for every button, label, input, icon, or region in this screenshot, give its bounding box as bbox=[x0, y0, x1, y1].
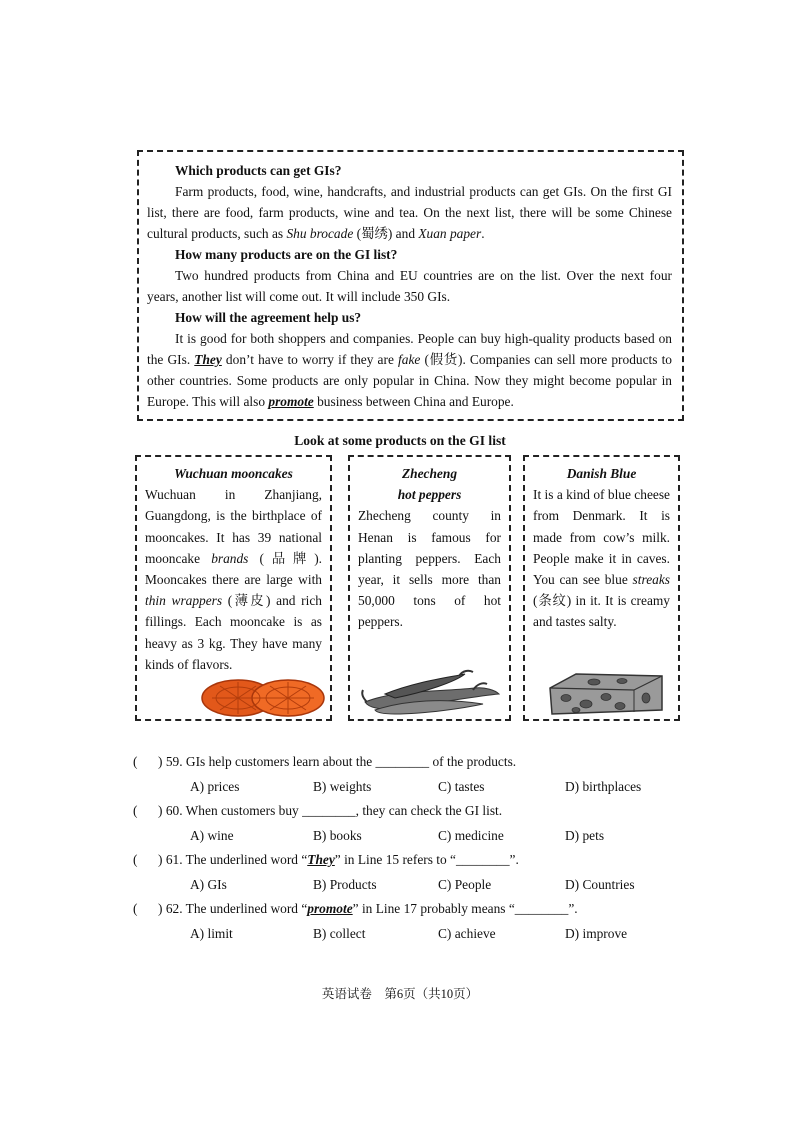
questions-section bbox=[133, 750, 693, 946]
options-61 bbox=[133, 873, 693, 898]
question-stem-b: ” in Line 17 probably means “________”. bbox=[352, 901, 578, 916]
option-b: B) Products bbox=[313, 876, 377, 892]
underlined-word-they: They bbox=[194, 352, 222, 367]
term-xuan-paper: Xuan paper bbox=[418, 226, 482, 241]
option-a: A) prices bbox=[190, 778, 240, 794]
card-title-line-2: hot peppers bbox=[397, 487, 462, 503]
card-text-b: (品牌). Mooncakes there are large with bbox=[145, 550, 323, 588]
option-b: B) books bbox=[313, 827, 362, 843]
option-d: D) Countries bbox=[565, 876, 635, 892]
answer-blank-close: ) bbox=[158, 754, 163, 769]
question-stem: 59. GIs help customers learn about the ________ of the products. bbox=[165, 754, 517, 769]
option-b: B) weights bbox=[313, 778, 372, 794]
paragraph-2: Two hundred products from China and EU countries are on the list. Over the next four years, another list will come out. It will include 350 GIs. bbox=[147, 268, 672, 304]
option-c: C) tastes bbox=[438, 778, 485, 794]
question-text bbox=[158, 848, 519, 873]
card-text-b: (条纹) in it. It is creamy and tastes salty. bbox=[533, 593, 670, 630]
term-brands: brands bbox=[211, 550, 249, 566]
paragraph-1-text-a: Farm products, food, wine, handcrafts, and industrial products can get GIs. On the first GI list, there are food, farm products, wine and tea. On the next list, there will be some Chinese cultural products, such as bbox=[147, 184, 672, 241]
answer-blank-open: ( bbox=[133, 803, 138, 818]
underlined-word-promote: promote bbox=[268, 394, 314, 409]
underlined-word: promote bbox=[307, 901, 353, 916]
card-text-c: (薄皮) and rich fillings. Each mooncake is as heavy as 3 kg. They have many kinds of flavors. bbox=[145, 593, 322, 672]
card-text bbox=[533, 484, 670, 632]
option-d: D) birthplaces bbox=[565, 778, 642, 794]
term-streaks: streaks bbox=[632, 572, 670, 588]
question-59 bbox=[133, 750, 693, 775]
paragraph-3 bbox=[147, 328, 672, 412]
page-footer: 英语试卷 第6页（共10页） bbox=[321, 987, 479, 1001]
question-heading-3: How will the agreement help us? bbox=[175, 310, 362, 325]
question-60 bbox=[133, 799, 693, 824]
option-a: A) wine bbox=[190, 827, 234, 843]
question-heading-2: How many products are on the GI list? bbox=[175, 247, 398, 262]
option-c: C) achieve bbox=[438, 925, 496, 941]
card-title: Danish Blue bbox=[566, 466, 637, 481]
option-d: D) improve bbox=[565, 925, 628, 941]
question-text bbox=[158, 799, 502, 824]
options-62 bbox=[133, 922, 693, 947]
option-d: D) pets bbox=[565, 827, 605, 843]
paragraph-1 bbox=[147, 181, 672, 244]
term-shu-brocade: Shu brocade bbox=[286, 226, 354, 241]
card-text bbox=[145, 484, 322, 675]
card-title-line-1: Zhecheng bbox=[401, 466, 458, 481]
question-62 bbox=[133, 897, 693, 922]
paragraph-1-text-b: (蜀绣) and bbox=[353, 226, 419, 241]
question-heading-1: Which products can get GIs? bbox=[175, 163, 342, 178]
card-title: Wuchuan mooncakes bbox=[174, 466, 293, 481]
underlined-word: They bbox=[307, 852, 335, 867]
option-c: C) medicine bbox=[438, 827, 504, 843]
paragraph-3-text-a: It is good for both shoppers and companies. People can buy high-quality products based on the GIs. bbox=[147, 331, 672, 367]
paragraph-3-text-d: business between China and Europe. bbox=[313, 394, 514, 409]
answer-blank-open: ( bbox=[133, 852, 138, 867]
option-a: A) limit bbox=[190, 925, 233, 941]
option-b: B) collect bbox=[313, 925, 366, 941]
card-text-a: It is a kind of blue cheese from Denmark. It is made from cow’s milk. People make it in caves. You can see blue bbox=[533, 487, 670, 588]
question-stem-a: 62. The underlined word “ bbox=[165, 901, 308, 916]
question-stem-a: 61. The underlined word “ bbox=[165, 852, 308, 867]
card-text-a: Wuchuan in Zhanjiang, Guangdong, is the birthplace of mooncakes. It has 39 national mooncake bbox=[145, 487, 322, 566]
option-a: A) GIs bbox=[190, 876, 227, 892]
paragraph-3-text-b: don’t have to worry if they are bbox=[221, 352, 399, 367]
answer-blank-open: ( bbox=[133, 754, 138, 769]
hot-peppers-image bbox=[355, 668, 505, 718]
question-stem: 60. When customers buy ________, they can check the GI list. bbox=[165, 803, 503, 818]
question-stem-b: ” in Line 15 refers to “________”. bbox=[334, 852, 519, 867]
answer-blank-close: ) bbox=[158, 901, 163, 916]
mooncake-image bbox=[200, 676, 326, 718]
answer-blank-open: ( bbox=[133, 901, 138, 916]
paragraph-3-text-c: (假货). Companies can sell more products to other countries. Some products are only popular in China. Now they might become popular in Europe. This will also bbox=[147, 352, 672, 409]
term-thin-wrappers: thin wrappers bbox=[145, 593, 223, 609]
gi-list-title: Look at some products on the GI list bbox=[294, 433, 506, 448]
cheese-image bbox=[546, 670, 666, 718]
card-text: Zhecheng county in Henan is famous for planting peppers. Each year, it sells more than 50,000 tons of hot peppers. bbox=[358, 508, 501, 630]
option-c: C) People bbox=[438, 876, 492, 892]
passage-box bbox=[137, 150, 684, 421]
question-text bbox=[158, 750, 516, 775]
paragraph-1-text-c: . bbox=[481, 226, 485, 241]
question-61 bbox=[133, 848, 693, 873]
options-59 bbox=[133, 775, 693, 800]
question-text bbox=[158, 897, 578, 922]
answer-blank-close: ) bbox=[158, 852, 163, 867]
answer-blank-close: ) bbox=[158, 803, 163, 818]
term-fake: fake bbox=[398, 352, 421, 367]
options-60 bbox=[133, 824, 693, 849]
